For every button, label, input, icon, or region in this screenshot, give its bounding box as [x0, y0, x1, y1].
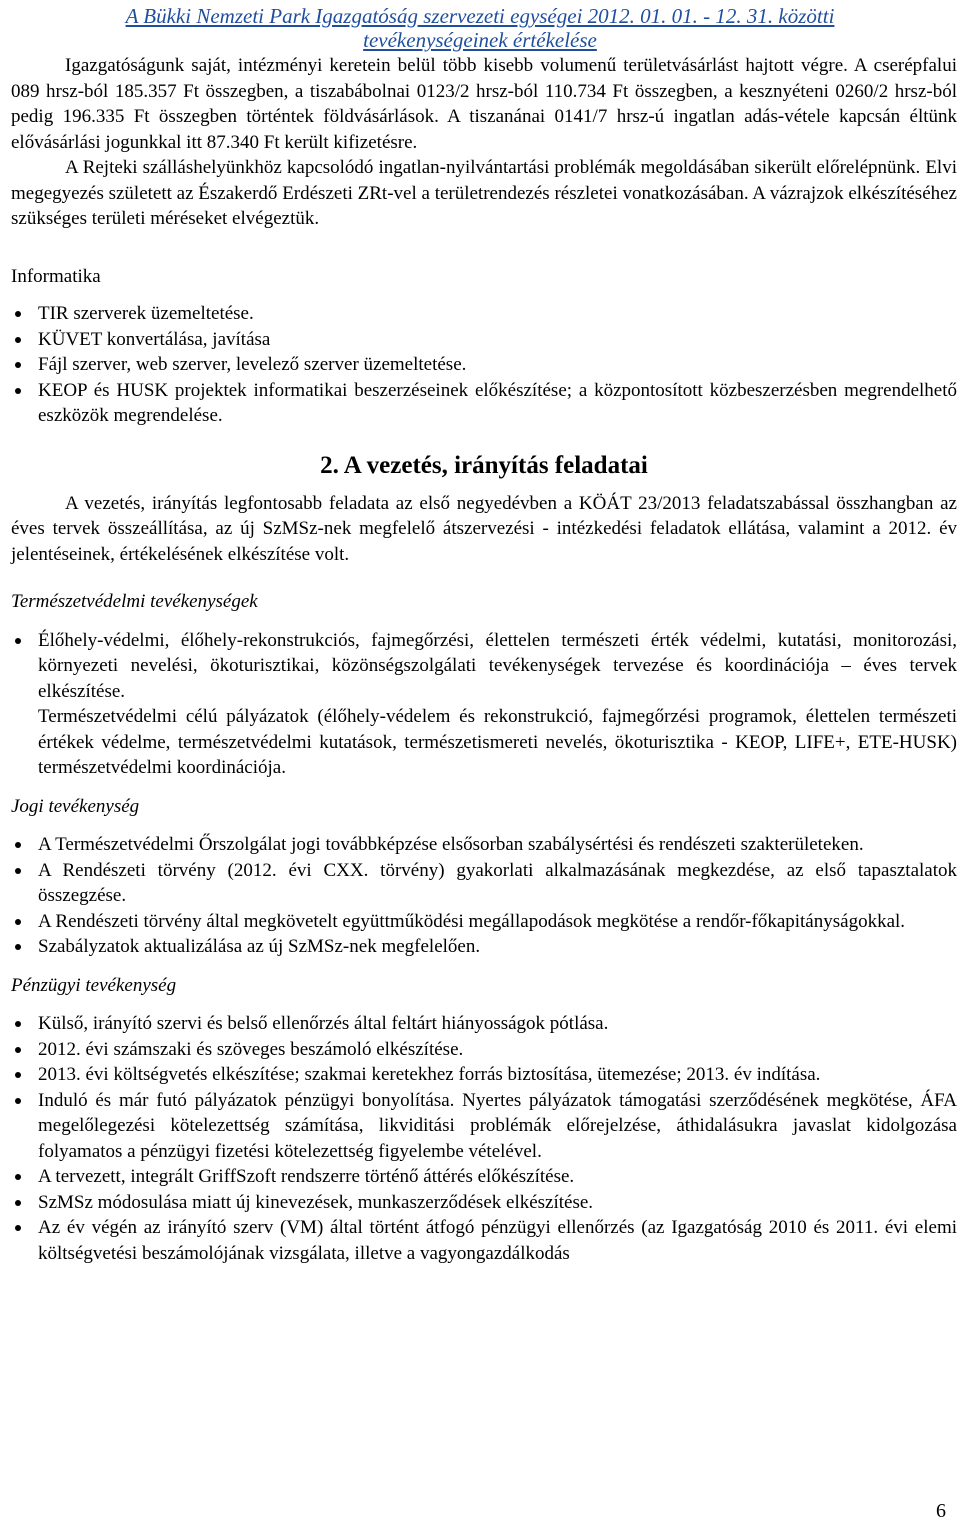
list-item: Fájl szerver, web szerver, levelező szerver üzemeltetése.: [11, 352, 957, 378]
list-item: Az év végén az irányító szerv (VM) által történt átfogó pénzügyi ellenőrzés (az Igazgatóság 2010 és 2011. évi elemi költségvetési beszámolójának vizsgálata, illetve a vagyongazdálkodás: [11, 1215, 957, 1266]
chapter-heading: 2. A vezetés, irányítás feladatai: [320, 451, 648, 479]
header-line-2: tevékenységeinek értékelése: [363, 28, 597, 52]
informatika-list: [11, 301, 957, 429]
rejtek-paragraph: A Rejteki szálláshelyünkhöz kapcsolódó ingatlan-nyilvántartási problémák megoldásában sikerült előrelépnünk. Elvi megegyezés született az Északerdő Erdészeti ZRt-vel a területrendezés részletei vonatkozásában. A vázrajzok elkészítéséhez szükséges területi méréseket elvégeztük.: [11, 157, 957, 229]
jogi-list: [11, 832, 957, 960]
list-item: A Természetvédelmi Őrszolgálat jogi továbbképzése elsősorban szabálysértési és rendészeti szakterületeken.: [11, 832, 957, 858]
list-item: Élőhely-védelmi, élőhely-rekonstrukciós, fajmegőrzési, élettelen természeti érték védelmi, kutatási, monitorozási, környezeti nevelési, ökoturisztikai, közönségszolgálati tevékenységek tervezése és koordinációja – éves tervek elkészítése.: [11, 628, 957, 705]
section-heading-termeszetvedelmi: Természetvédelmi tevékenységek: [11, 591, 258, 612]
list-item: 2013. évi költségvetés elkészítése; szakmai keretekhez forrás biztosítása, ütemezése; 2013. év indítása.: [11, 1062, 957, 1088]
list-item: TIR szerverek üzemeltetése.: [11, 301, 957, 327]
list-item: 2012. évi számszaki és szöveges beszámoló elkészítése.: [11, 1037, 957, 1063]
chapter-paragraph: A vezetés, irányítás legfontosabb feladata az első negyedévben a KÖÁT 23/2013 feladatszabással összhangban az éves tervek összeállítása, az új SzMSz-nek megfelelő átszervezési - intézkedési feladatok ellátása, valamint a 2012. év jelentéseinek, értékelésének elkészítése volt.: [11, 492, 957, 565]
section-heading-penzugyi: Pénzügyi tevékenység: [11, 974, 177, 996]
termeszetvedelmi-continuation: Természetvédelmi célú pályázatok (élőhely-védelem és rekonstrukció, fajmegőrzési programok, élettelen természeti értékek védelme, természetvédelmi kutatások, természetismereti nevelés, ökoturisztika - KEOP, LIFE+, ETE-HUSK) természetvédelmi koordinációja.: [38, 706, 957, 778]
list-item: A Rendészeti törvény által megkövetelt együttműködési megállapodások megkötése a rendőr-főkapitányságokkal.: [11, 909, 957, 935]
list-item: Induló és már futó pályázatok pénzügyi bonyolítása. Nyertes pályázatok támogatási szerződésének megkötése, ÁFA megelőlegezési kötelezettség számítása, likviditási problémák előrejelzése, áthidalásukra javaslat kidolgozása folyamatos a pénzügyi fizetési kötelezettség figyelembe vételével.: [11, 1088, 957, 1165]
page-number: 6: [936, 1500, 946, 1522]
list-item: Szabályzatok aktualizálása az új SzMSz-nek megfelelően.: [11, 934, 957, 960]
document-body: [11, 53, 957, 1266]
land-purchase-paragraph: Igazgatóságunk saját, intézményi keretein belül több kisebb volumenű területvásárlást hajtott végre. A cserépfalui 089 hrsz-ból 185.357 Ft összegben, a tiszabábolnai 0123/2 hrsz-ból 110.734 Ft összegben, a kesznyéteni 0260/2 hrsz-ból pedig 196.335 Ft összegben történtek földvásárlások. A tiszanánai 0141/7 hrsz-ú ingatlan adás-vétele kapcsán éltünk elővásárlási jogunkkal itt 87.340 Ft került kifizetésre.: [11, 55, 957, 153]
termeszetvedelmi-list: [11, 628, 957, 705]
list-item: Külső, irányító szervi és belső ellenőrzés által feltárt hiányosságok pótlása.: [11, 1011, 957, 1037]
list-item: A Rendészeti törvény (2012. évi CXX. törvény) gyakorlati alkalmazásának megkezdése, az első tapasztalatok összegzése.: [11, 858, 957, 909]
list-item: A tervezett, integrált GriffSzoft rendszerre történő áttérés előkészítése.: [11, 1164, 957, 1190]
header-line-1: A Bükki Nemzeti Park Igazgatóság szervezeti egységei 2012. 01. 01. - 12. 31. közötti: [125, 4, 835, 28]
list-item: KÜVET konvertálása, javítása: [11, 327, 957, 353]
section-heading-jogi: Jogi tevékenység: [11, 795, 140, 817]
section-heading-informatika: Informatika: [11, 265, 101, 287]
penzugyi-list: [11, 1011, 957, 1266]
list-item: SzMSz módosulása miatt új kinevezések, munkaszerződések elkészítése.: [11, 1190, 957, 1216]
list-item: KEOP és HUSK projektek informatikai beszerzéseinek előkészítése; a központosított közbeszerzésben megrendelhető eszközök megrendelése.: [11, 378, 957, 429]
running-header: [0, 4, 960, 52]
